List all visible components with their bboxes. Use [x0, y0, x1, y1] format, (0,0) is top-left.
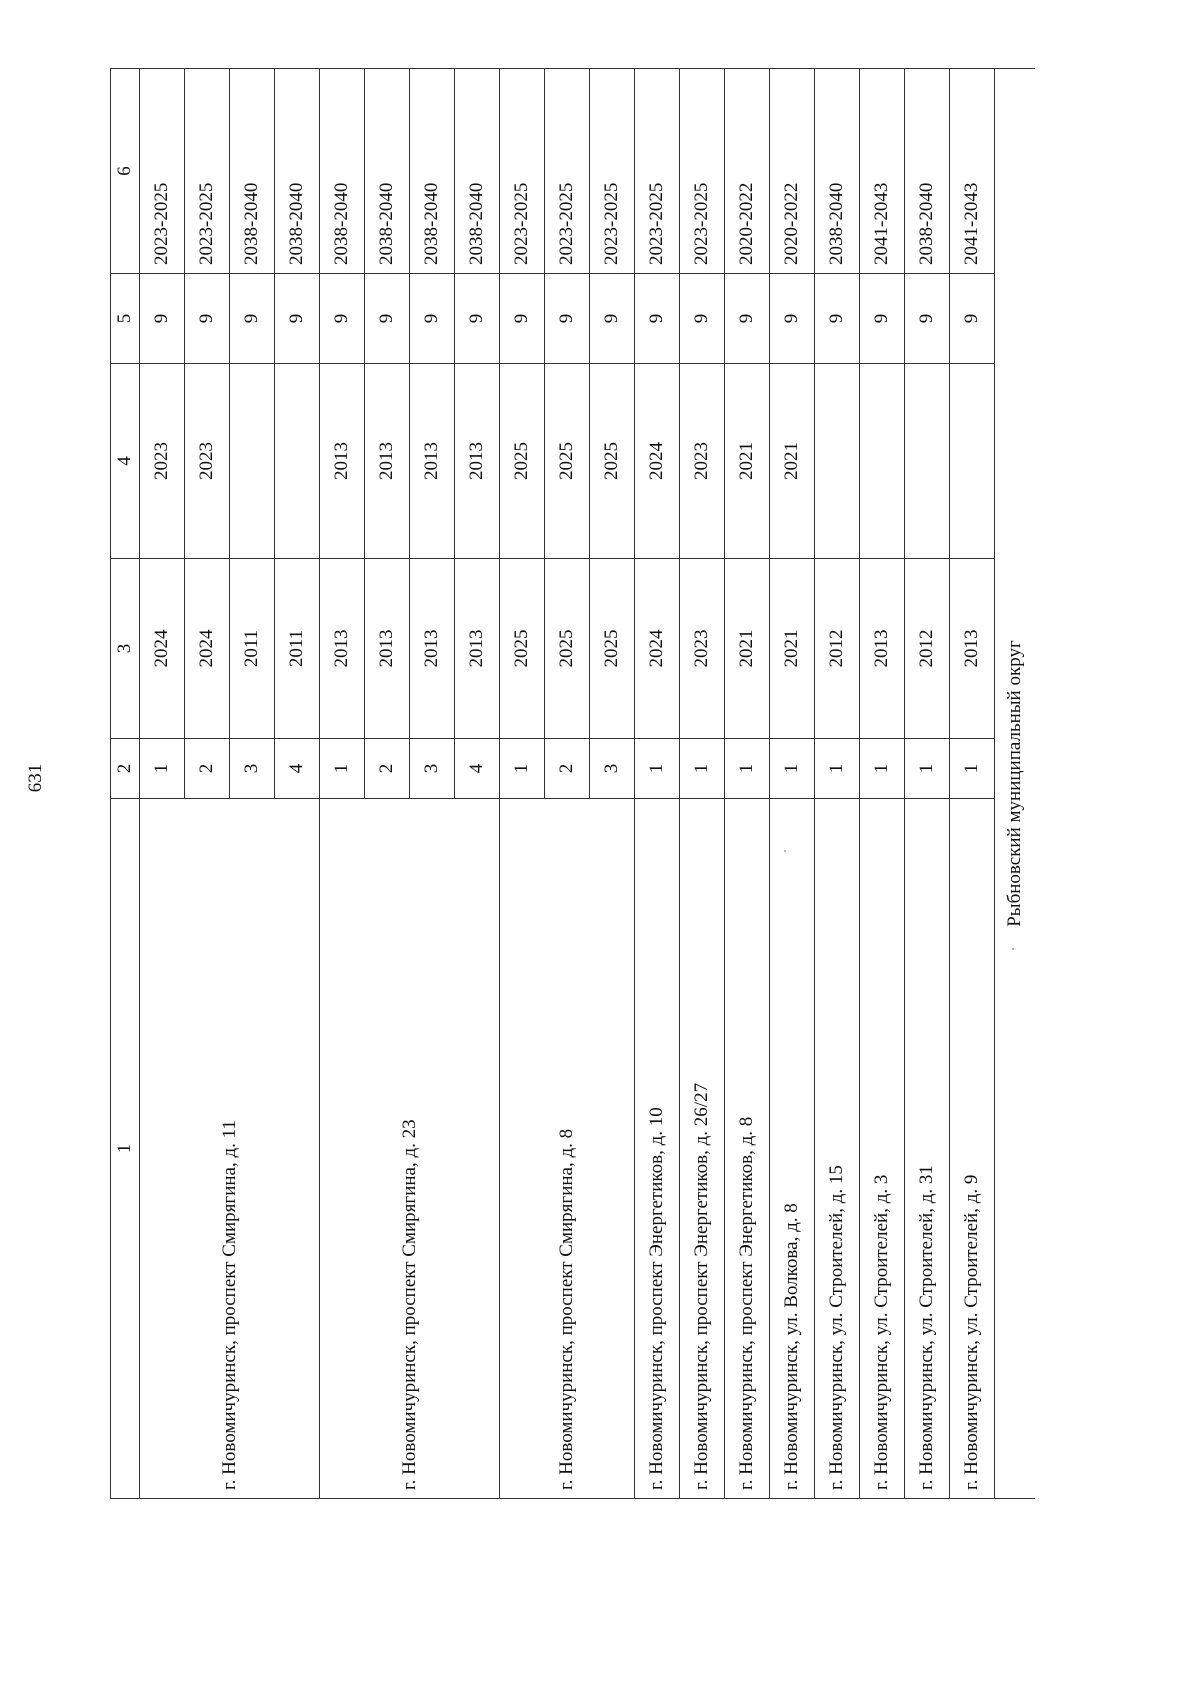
table-row — [950, 69, 995, 1499]
col6-cell: 2041-2043 — [950, 69, 995, 274]
address-cell: г. Новомичуринск, ул. Строителей, д. 15 — [815, 799, 860, 1499]
table-row — [770, 69, 815, 1499]
address-cell: г. Новомичуринск, проспект Смирягина, д. 8 — [500, 799, 635, 1499]
rotated-table-wrapper — [110, 69, 1110, 1499]
col3-cell: 2025 — [590, 559, 635, 739]
col2-cell: 3 — [410, 739, 455, 799]
col6-cell: 2038-2040 — [455, 69, 500, 274]
section-row — [995, 69, 1036, 1499]
address-cell: г. Новомичуринск, ул. Строителей, д. 3 — [860, 799, 905, 1499]
col5-cell: 9 — [590, 274, 635, 364]
col5-cell: 9 — [545, 274, 590, 364]
col3-cell: 2024 — [635, 559, 680, 739]
page-number: 631 — [25, 763, 46, 793]
col4-cell: 2025 — [500, 364, 545, 559]
col6-cell: 2020-2022 — [770, 69, 815, 274]
col4-cell: 2013 — [365, 364, 410, 559]
address-cell: г. Новомичуринск, проспект Энергетиков, д. 26/27 — [680, 799, 725, 1499]
col6-cell: 2023-2025 — [680, 69, 725, 274]
col2-cell: 1 — [770, 739, 815, 799]
col3-cell: 2025 — [500, 559, 545, 739]
col3-cell: 2013 — [860, 559, 905, 739]
col2-cell: 1 — [320, 739, 365, 799]
column-header-3: 3 — [111, 559, 140, 739]
col5-cell: 9 — [860, 274, 905, 364]
table-row — [500, 69, 545, 1499]
col3-cell: 2021 — [725, 559, 770, 739]
col3-cell: 2013 — [410, 559, 455, 739]
column-header-5: 5 — [111, 274, 140, 364]
col4-cell: 2024 — [635, 364, 680, 559]
col5-cell: 9 — [320, 274, 365, 364]
scan-speck — [1012, 948, 1014, 950]
col2-cell: 1 — [860, 739, 905, 799]
col3-cell: 2011 — [230, 559, 275, 739]
col2-cell: 1 — [815, 739, 860, 799]
col4-cell: 2013 — [320, 364, 365, 559]
col6-cell: 2038-2040 — [815, 69, 860, 274]
col2-cell: 1 — [950, 739, 995, 799]
col2-cell: 1 — [500, 739, 545, 799]
col4-cell: 2025 — [545, 364, 590, 559]
col5-cell: 9 — [500, 274, 545, 364]
col4-cell: 2023 — [140, 364, 185, 559]
col6-cell: 2038-2040 — [275, 69, 320, 274]
table-row — [860, 69, 905, 1499]
col3-cell: 2021 — [770, 559, 815, 739]
col2-cell: 1 — [725, 739, 770, 799]
col5-cell: 9 — [140, 274, 185, 364]
col6-cell: 2023-2025 — [185, 69, 230, 274]
col3-cell: 2013 — [950, 559, 995, 739]
col6-cell: 2023-2025 — [545, 69, 590, 274]
col3-cell: 2024 — [140, 559, 185, 739]
col4-cell: 2021 — [725, 364, 770, 559]
col4-cell — [275, 364, 320, 559]
col5-cell: 9 — [770, 274, 815, 364]
col3-cell: 2023 — [680, 559, 725, 739]
address-cell: г. Новомичуринск, проспект Смирягина, д. 23 — [320, 799, 500, 1499]
col6-cell: 2038-2040 — [320, 69, 365, 274]
col3-cell: 2024 — [185, 559, 230, 739]
col6-cell: 2020-2022 — [725, 69, 770, 274]
table-row — [140, 69, 185, 1499]
col3-cell: 2025 — [545, 559, 590, 739]
col6-cell: 2023-2025 — [590, 69, 635, 274]
col2-cell: 4 — [275, 739, 320, 799]
register-table — [110, 68, 1035, 1499]
col6-cell: 2038-2040 — [230, 69, 275, 274]
column-header-1: 1 — [111, 799, 140, 1499]
col2-cell: 2 — [365, 739, 410, 799]
col4-cell: 2021 — [770, 364, 815, 559]
col2-cell: 1 — [680, 739, 725, 799]
col2-cell: 1 — [905, 739, 950, 799]
col6-cell: 2038-2040 — [905, 69, 950, 274]
col6-cell: 2023-2025 — [140, 69, 185, 274]
col6-cell: 2038-2040 — [365, 69, 410, 274]
col2-cell: 1 — [635, 739, 680, 799]
col3-cell: 2013 — [365, 559, 410, 739]
col4-cell — [950, 364, 995, 559]
scan-speck — [784, 850, 786, 852]
table-row — [725, 69, 770, 1499]
col5-cell: 9 — [455, 274, 500, 364]
address-cell: г. Новомичуринск, проспект Смирягина, д. 11 — [140, 799, 320, 1499]
table-row — [635, 69, 680, 1499]
col6-cell: 2023-2025 — [635, 69, 680, 274]
col4-cell — [860, 364, 905, 559]
col4-cell — [815, 364, 860, 559]
address-cell: г. Новомичуринск, проспект Энергетиков, д. 10 — [635, 799, 680, 1499]
col5-cell: 9 — [680, 274, 725, 364]
register-table-body — [111, 69, 1036, 1499]
column-header-4: 4 — [111, 364, 140, 559]
address-cell: г. Новомичуринск, ул. Строителей, д. 9 — [950, 799, 995, 1499]
col3-cell: 2011 — [275, 559, 320, 739]
col2-cell: 1 — [140, 739, 185, 799]
col2-cell: 4 — [455, 739, 500, 799]
col5-cell: 9 — [410, 274, 455, 364]
col5-cell: 9 — [725, 274, 770, 364]
table-row — [320, 69, 365, 1499]
col6-cell: 2041-2043 — [860, 69, 905, 274]
col4-cell: 2025 — [590, 364, 635, 559]
col4-cell — [905, 364, 950, 559]
col4-cell: 2013 — [455, 364, 500, 559]
col2-cell: 3 — [590, 739, 635, 799]
col4-cell: 2013 — [410, 364, 455, 559]
col5-cell: 9 — [230, 274, 275, 364]
col5-cell: 9 — [815, 274, 860, 364]
column-header-2: 2 — [111, 739, 140, 799]
col5-cell: 9 — [635, 274, 680, 364]
col5-cell: 9 — [905, 274, 950, 364]
col5-cell: 9 — [185, 274, 230, 364]
col2-cell: 2 — [545, 739, 590, 799]
col2-cell: 3 — [230, 739, 275, 799]
address-cell: г. Новомичуринск, проспект Энергетиков, д. 8 — [725, 799, 770, 1499]
section-title: Рыбновский муниципальный округ — [995, 69, 1036, 1499]
col3-cell: 2012 — [815, 559, 860, 739]
col6-cell: 2023-2025 — [500, 69, 545, 274]
col6-cell: 2038-2040 — [410, 69, 455, 274]
col2-cell: 2 — [185, 739, 230, 799]
col4-cell: 2023 — [185, 364, 230, 559]
table-row — [680, 69, 725, 1499]
col5-cell: 9 — [275, 274, 320, 364]
col3-cell: 2012 — [905, 559, 950, 739]
col4-cell: 2023 — [680, 364, 725, 559]
column-header-6: 6 — [111, 69, 140, 274]
col3-cell: 2013 — [320, 559, 365, 739]
address-cell: г. Новомичуринск, ул. Волкова, д. 8 — [770, 799, 815, 1499]
col5-cell: 9 — [950, 274, 995, 364]
col4-cell — [230, 364, 275, 559]
address-cell: г. Новомичуринск, ул. Строителей, д. 31 — [905, 799, 950, 1499]
table-row — [905, 69, 950, 1499]
table-row — [815, 69, 860, 1499]
column-number-row — [111, 69, 140, 1499]
col5-cell: 9 — [365, 274, 410, 364]
col3-cell: 2013 — [455, 559, 500, 739]
